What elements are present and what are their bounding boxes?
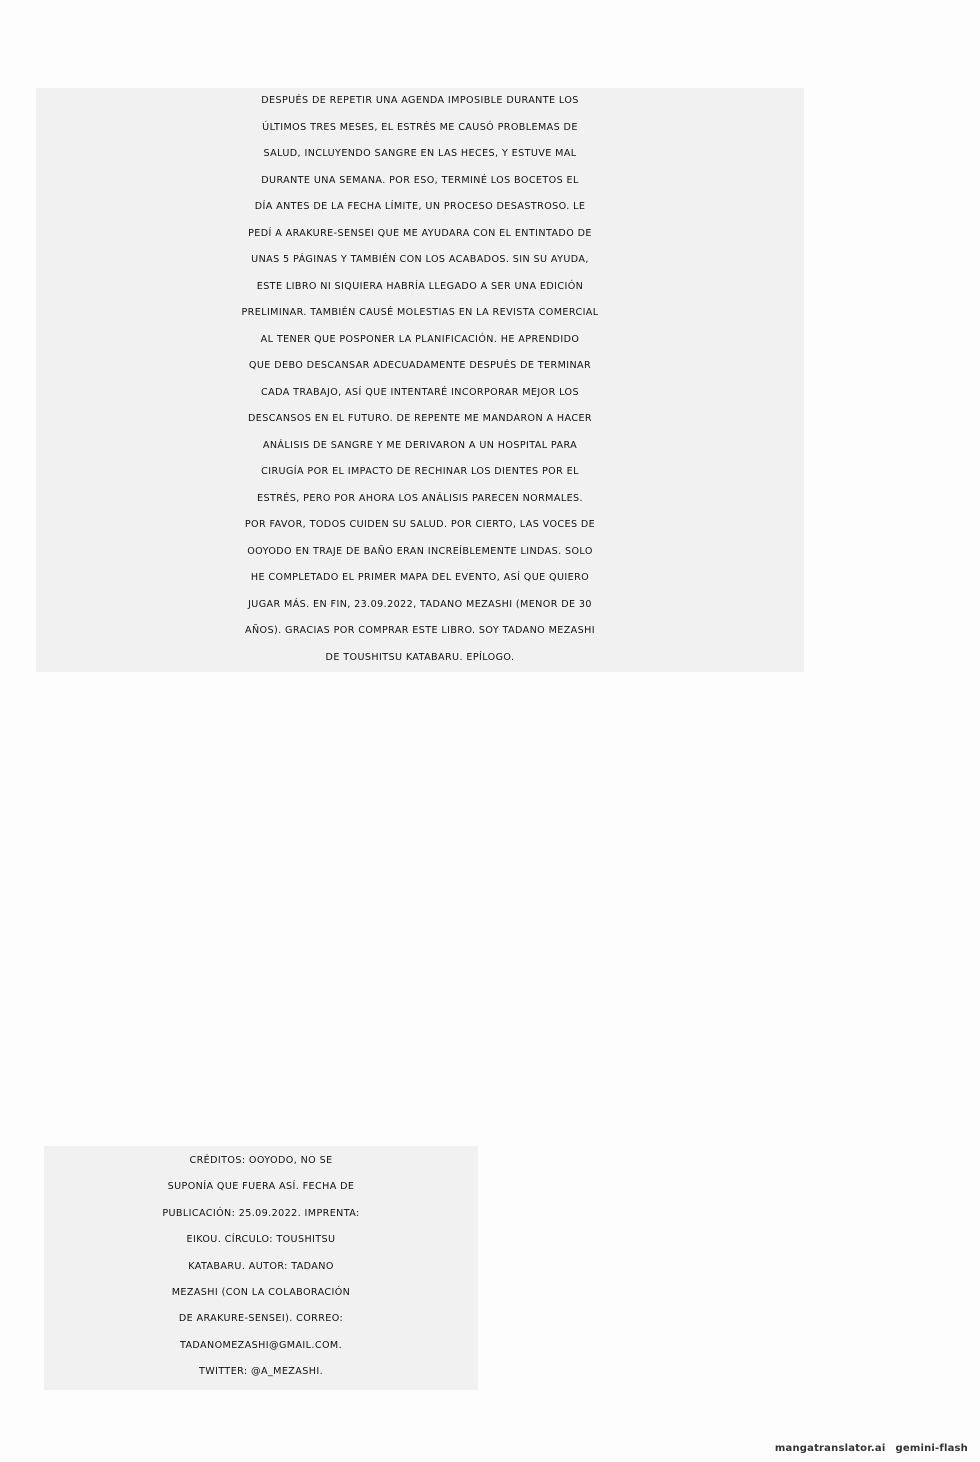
epilogue-line: ESTE LIBRO NI SIQUIERA HABRÍA LLEGADO A SER UNA EDICIÓN	[256, 280, 584, 292]
watermark-model: gemini-flash	[895, 1443, 968, 1454]
epilogue-line: CADA TRABAJO, ASÍ QUE INTENTARÉ INCORPORAR MEJOR LOS	[261, 386, 579, 398]
credits-line: CRÉDITOS: OOYODO, NO SE	[189, 1155, 333, 1166]
epilogue-line: ÚLTIMOS TRES MESES, EL ESTRÉS ME CAUSÓ PROBLEMAS DE	[262, 121, 578, 133]
epilogue-line: PRELIMINAR. TAMBIÉN CAUSÉ MOLESTIAS EN LA REVISTA COMERCIAL	[241, 307, 599, 318]
credits-text	[44, 1148, 478, 1386]
epilogue-text	[36, 88, 804, 671]
epilogue-line: HE COMPLETADO EL PRIMER MAPA DEL EVENTO, ASÍ QUE QUIERO	[250, 572, 590, 583]
epilogue-line: DURANTE UNA SEMANA. POR ESO, TERMINÉ LOS BOCETOS EL	[261, 174, 579, 186]
credits-line: TWITTER: @A_MEZASHI.	[198, 1366, 324, 1378]
epilogue-line: ANÁLISIS DE SANGRE Y ME DERIVARON A UN HOSPITAL PARA	[262, 439, 578, 451]
epilogue-line: DÍA ANTES DE LA FECHA LÍMITE, UN PROCESO DESASTROSO. LE	[254, 201, 586, 212]
epilogue-line: UNAS 5 PÁGINAS Y TAMBIÉN CON LOS ACABADOS. SIN SU AYUDA,	[251, 254, 589, 265]
watermark-site: mangatranslator.ai	[774, 1443, 886, 1454]
epilogue-line: SALUD, INCLUYENDO SANGRE EN LAS HECES, Y ESTUVE MAL	[263, 148, 577, 159]
credits-line: DE ARAKURE-SENSEI). CORREO:	[178, 1313, 344, 1325]
epilogue-line: POR FAVOR, TODOS CUIDEN SU SALUD. POR CIERTO, LAS VOCES DE	[244, 519, 596, 530]
credits-text-box	[44, 1146, 478, 1390]
credits-line: KATABARU. AUTOR: TADANO	[188, 1260, 334, 1272]
credits-line: SUPONÍA QUE FUERA ASÍ. FECHA DE	[167, 1181, 355, 1193]
epilogue-text-box	[36, 88, 804, 672]
epilogue-line: AÑOS). GRACIAS POR COMPRAR ESTE LIBRO. SOY TADANO MEZASHI	[245, 625, 595, 636]
epilogue-line: PEDÍ A ARAKURE-SENSEI QUE ME AYUDARA CON EL ENTINTADO DE	[248, 227, 592, 239]
epilogue-line: DESPUÉS DE REPETIR UNA AGENDA IMPOSIBLE DURANTE LOS	[261, 95, 579, 106]
epilogue-line: DE TOUSHITSU KATABARU. EPÍLOGO.	[325, 651, 515, 663]
credits-line: TADANOMEZASHI@GMAIL.COM.	[179, 1339, 343, 1351]
epilogue-line: DESCANSOS EN EL FUTURO. DE REPENTE ME MANDARON A HACER	[248, 413, 592, 424]
credits-line: EIKOU. CÍRCULO: TOUSHITSU	[186, 1234, 336, 1246]
credits-line: MEZASHI (CON LA COLABORACIÓN	[171, 1287, 351, 1299]
epilogue-line: AL TENER QUE POSPONER LA PLANIFICACIÓN. HE APRENDIDO	[260, 333, 580, 345]
epilogue-line: ESTRÉS, PERO POR AHORA LOS ANÁLISIS PARECEN NORMALES.	[257, 492, 583, 504]
translator-watermark	[765, 1443, 968, 1454]
epilogue-line: CIRUGÍA POR EL IMPACTO DE RECHINAR LOS DIENTES POR EL	[261, 466, 579, 477]
epilogue-line: OOYODO EN TRAJE DE BAÑO ERAN INCREÍBLEMENTE LINDAS. SOLO	[247, 545, 593, 557]
epilogue-line: QUE DEBO DESCANSAR ADECUADAMENTE DESPUÉS DE TERMINAR	[248, 360, 592, 371]
epilogue-line: JUGAR MÁS. EN FIN, 23.09.2022, TADANO MEZASHI (MENOR DE 30	[248, 598, 592, 610]
credits-line: PUBLICACIÓN: 25.09.2022. IMPRENTA:	[162, 1207, 360, 1219]
